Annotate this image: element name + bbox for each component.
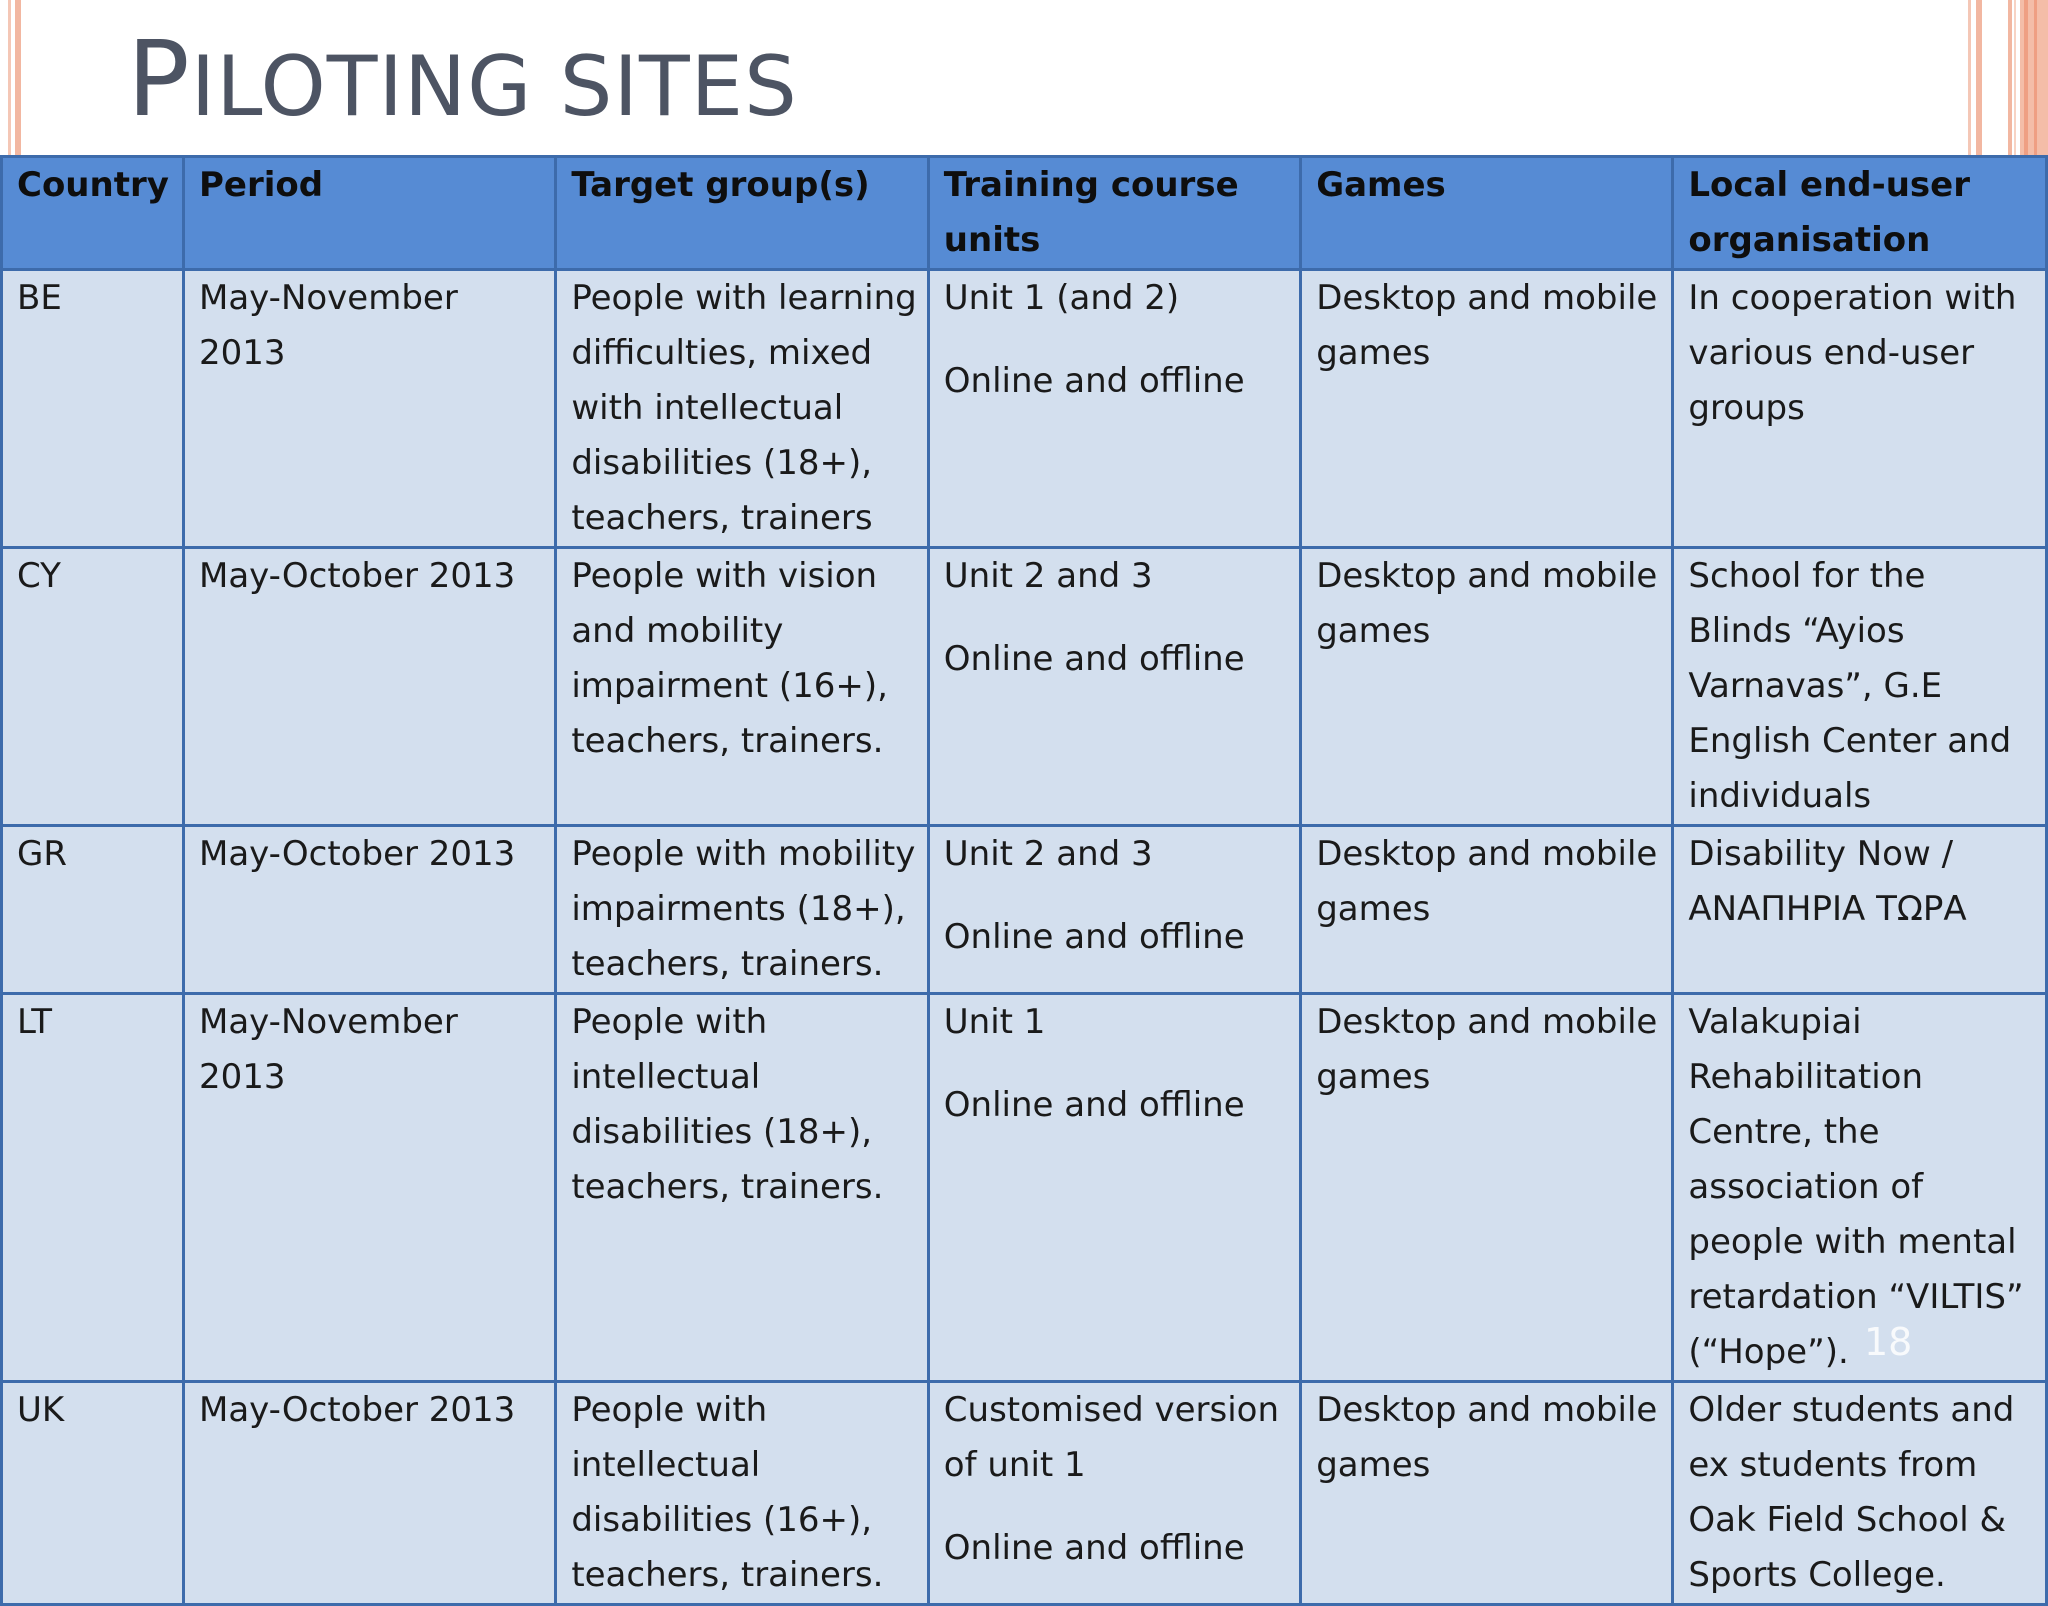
cell-games: Desktop and mobile games [1301, 548, 1673, 826]
cell-country: UK [2, 1382, 184, 1605]
cell-target-group: People with intellectual disabilities (18+), teachers, trainers. [556, 994, 928, 1382]
cell-country: CY [2, 548, 184, 826]
cell-training-units [928, 548, 1300, 826]
training-mode-text: Online and offline [943, 1528, 1245, 1568]
training-mode-text: Online and offline [943, 361, 1245, 401]
cell-organisation: Older students and ex students from Oak Field School & Sports College. [1673, 1382, 2047, 1605]
cell-target-group: People with vision and mobility impairment (16+), teachers, trainers. [556, 548, 928, 826]
header-period: Period [183, 157, 555, 270]
header-country: Country [2, 157, 184, 270]
table-header-row [2, 157, 2047, 270]
cell-games: Desktop and mobile games [1301, 826, 1673, 994]
table-row [2, 1382, 2047, 1605]
header-training-course-units: Training course units [928, 157, 1300, 270]
cell-period: May-October 2013 [183, 826, 555, 994]
training-unit-text: Unit 1 (and 2) [943, 278, 1180, 318]
training-mode-text: Online and offline [943, 917, 1245, 957]
training-mode-text: Online and offline [943, 1085, 1245, 1125]
cell-target-group: People with intellectual disabilities (16+), teachers, trainers. [556, 1382, 928, 1605]
header-games: Games [1301, 157, 1673, 270]
cell-organisation: Valakupiai Rehabilitation Centre, the association of people with mental retardation “VILTIS” (“Hope”). [1673, 994, 2047, 1382]
cell-country: LT [2, 994, 184, 1382]
slide-title [127, 14, 798, 152]
training-unit-text: Unit 2 and 3 [943, 556, 1153, 596]
cell-target-group: People with learning difficulties, mixed with intellectual disabilities (18+), teachers, trainers [556, 270, 928, 548]
cell-training-units [928, 1382, 1300, 1605]
cell-games: Desktop and mobile games [1301, 994, 1673, 1382]
header-local-end-user-organisation: Local end-user organisation [1673, 157, 2047, 270]
cell-period: May-November 2013 [183, 994, 555, 1382]
cell-period: May-October 2013 [183, 548, 555, 826]
cell-period: May-November 2013 [183, 270, 555, 548]
training-unit-text: Unit 2 and 3 [943, 834, 1153, 874]
cell-training-units [928, 994, 1300, 1382]
cell-organisation: Disability Now / ΑΝΑΠΗΡΙΑ ΤΩΡΑ [1673, 826, 2047, 994]
cell-training-units [928, 270, 1300, 548]
page-number: 18 [1864, 1320, 1913, 1364]
training-mode-text: Online and offline [943, 639, 1245, 679]
cell-target-group: People with mobility impairments (18+), teachers, trainers. [556, 826, 928, 994]
slide-title-rest: ILOTING SITES [190, 38, 798, 135]
cell-games: Desktop and mobile games [1301, 1382, 1673, 1605]
table-row [2, 826, 2047, 994]
table-row [2, 270, 2047, 548]
decorative-stripes-left [8, 0, 28, 160]
training-unit-text: Customised version of unit 1 [943, 1390, 1280, 1485]
cell-games: Desktop and mobile games [1301, 270, 1673, 548]
table-row [2, 994, 2047, 1382]
piloting-sites-table [0, 155, 2048, 1606]
cell-country: BE [2, 270, 184, 548]
cell-organisation: School for the Blinds “Ayios Varnavas”, G.E English Center and individuals [1673, 548, 2047, 826]
cell-training-units [928, 826, 1300, 994]
cell-period: May-October 2013 [183, 1382, 555, 1605]
header-target-groups: Target group(s) [556, 157, 928, 270]
training-unit-text: Unit 1 [943, 1002, 1046, 1042]
slide-title-initial: P [127, 18, 191, 140]
cell-organisation: In cooperation with various end-user groups [1673, 270, 2047, 548]
table-row [2, 548, 2047, 826]
cell-country: GR [2, 826, 184, 994]
